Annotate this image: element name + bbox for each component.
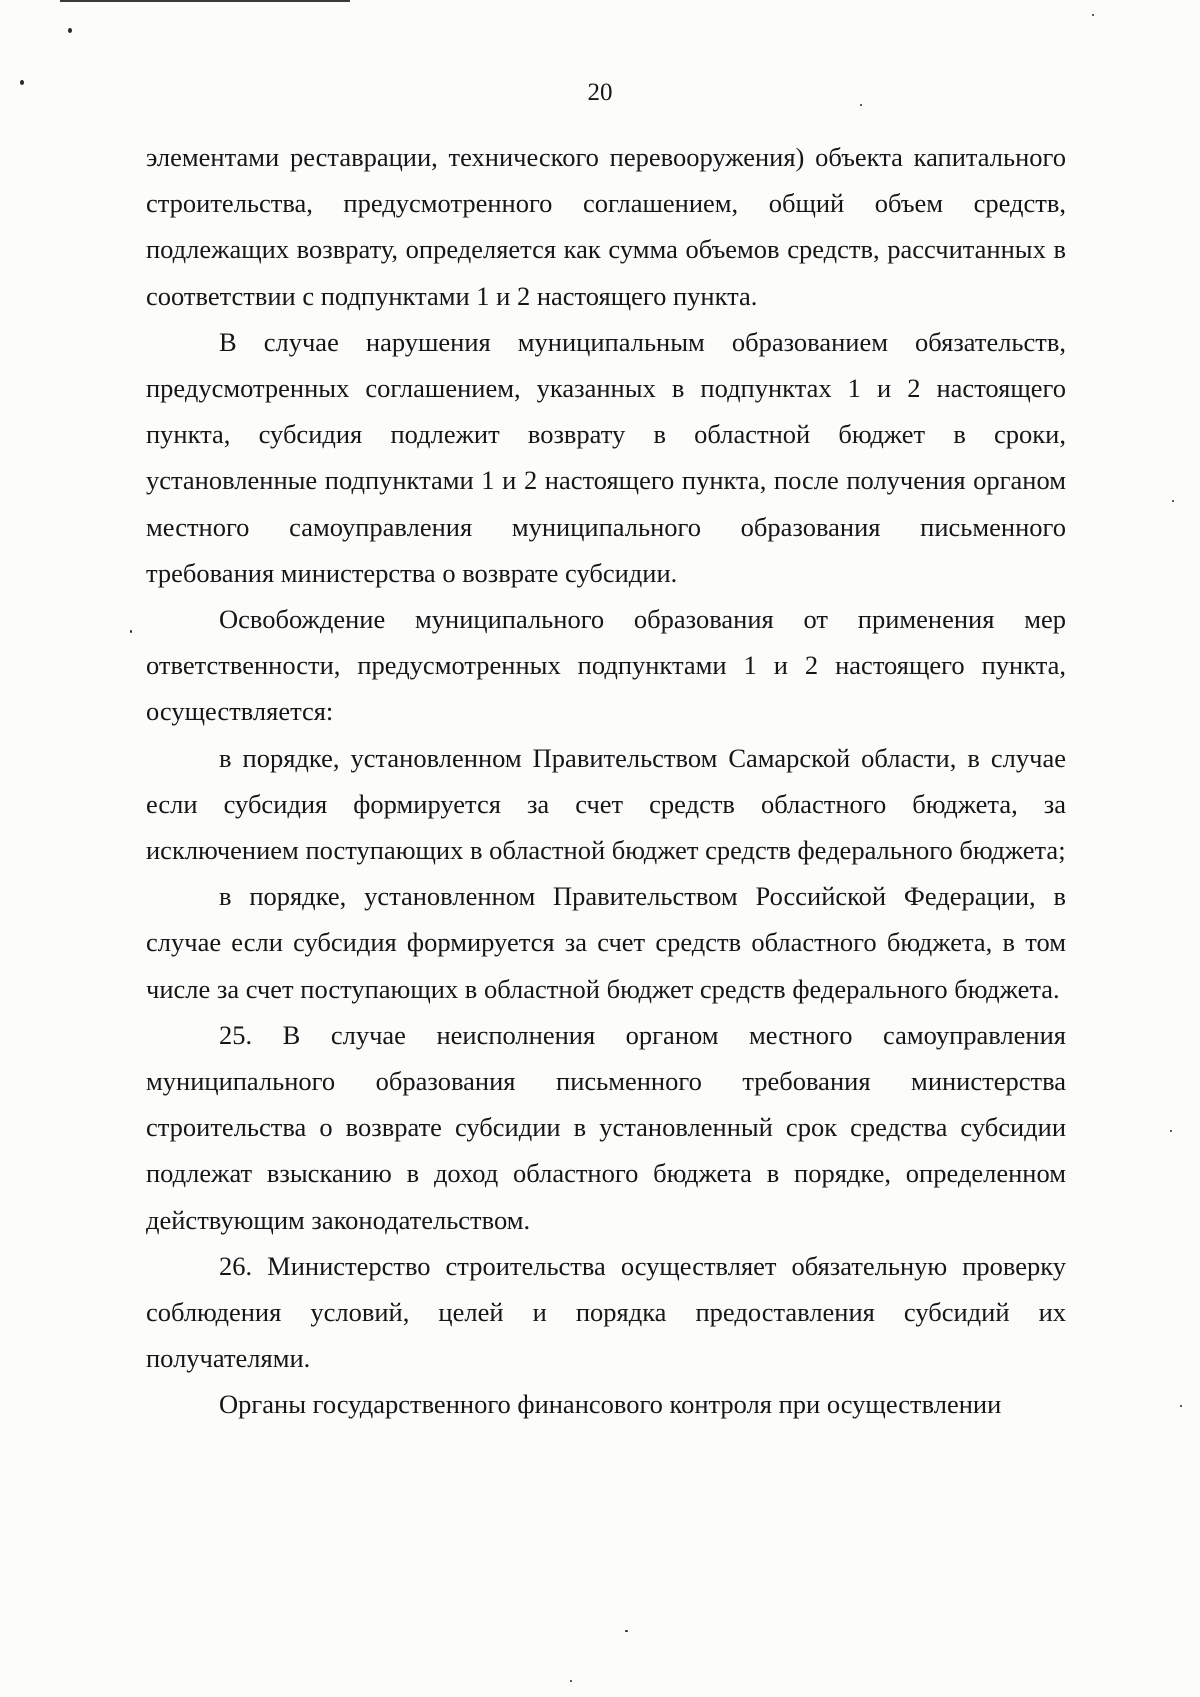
scan-speck	[570, 1680, 572, 1682]
scan-speck	[625, 1630, 628, 1632]
paragraph: 26. Министерство строительства осуществляет обязательную проверку соблюдения условий, целей и порядка предоставления субсидий их получателями.	[146, 1250, 1066, 1374]
scan-speck	[860, 104, 862, 106]
paragraph: в порядке, установленном Правительством Российской Федерации, в случае если субсидия формируется за счет средств областного бюджета, в том числе за счет поступающих в областной бюджет средств федерального бюджета.	[146, 881, 1066, 1004]
paragraph-last: Органы государственного финансового контроля при осуществлении	[219, 1389, 1002, 1420]
scan-speck	[1172, 500, 1174, 502]
scan-speck	[130, 630, 132, 633]
paragraph: элементами реставрации, технического перевооружения) объекта капитального строительства, предусмотренного соглашением, общий объем средств, подлежащих возврату, определяется как сумма объемов средств, рассчитанных в соответствии с подпунктами 1 и 2 настоящего пункта.	[146, 142, 1066, 311]
scan-edge-mark	[60, 0, 350, 2]
paragraph: Освобождение муниципального образования от применения мер ответственности, предусмотренных подпунктами 1 и 2 настоящего пункта, осуществляется:	[146, 604, 1066, 727]
scan-speck	[1180, 1405, 1182, 1407]
paragraph: В случае нарушения муниципальным образованием обязательств, предусмотренных соглашением, указанных в подпунктах 1 и 2 настоящего пункта, субсидия подлежит возврату в областной бюджет в сроки, установленные подпунктами 1 и 2 настоящего пункта, после получения органом местного самоуправления муниципального образования письменного требования министерства о возврате субсидии.	[146, 326, 1066, 588]
scan-speck	[68, 28, 72, 33]
document-body	[146, 134, 1066, 1428]
paragraph: 25. В случае неисполнения органом местного самоуправления муниципального образования письменного требования министерства строительства о возврате субсидии в установленный срок средства субсидии подлежат взысканию в доход областного бюджета в порядке, определенном действующим законодательством.	[146, 1019, 1066, 1235]
scan-speck	[1092, 14, 1094, 16]
paragraph: в порядке, установленном Правительством Самарской области, в случае если субсидия формируется за счет средств областного бюджета, за исключением поступающих в областной бюджет средств федерального бюджета;	[146, 742, 1066, 866]
scan-speck	[20, 80, 24, 85]
scan-speck	[1170, 1130, 1172, 1132]
page-number: 20	[587, 79, 613, 106]
